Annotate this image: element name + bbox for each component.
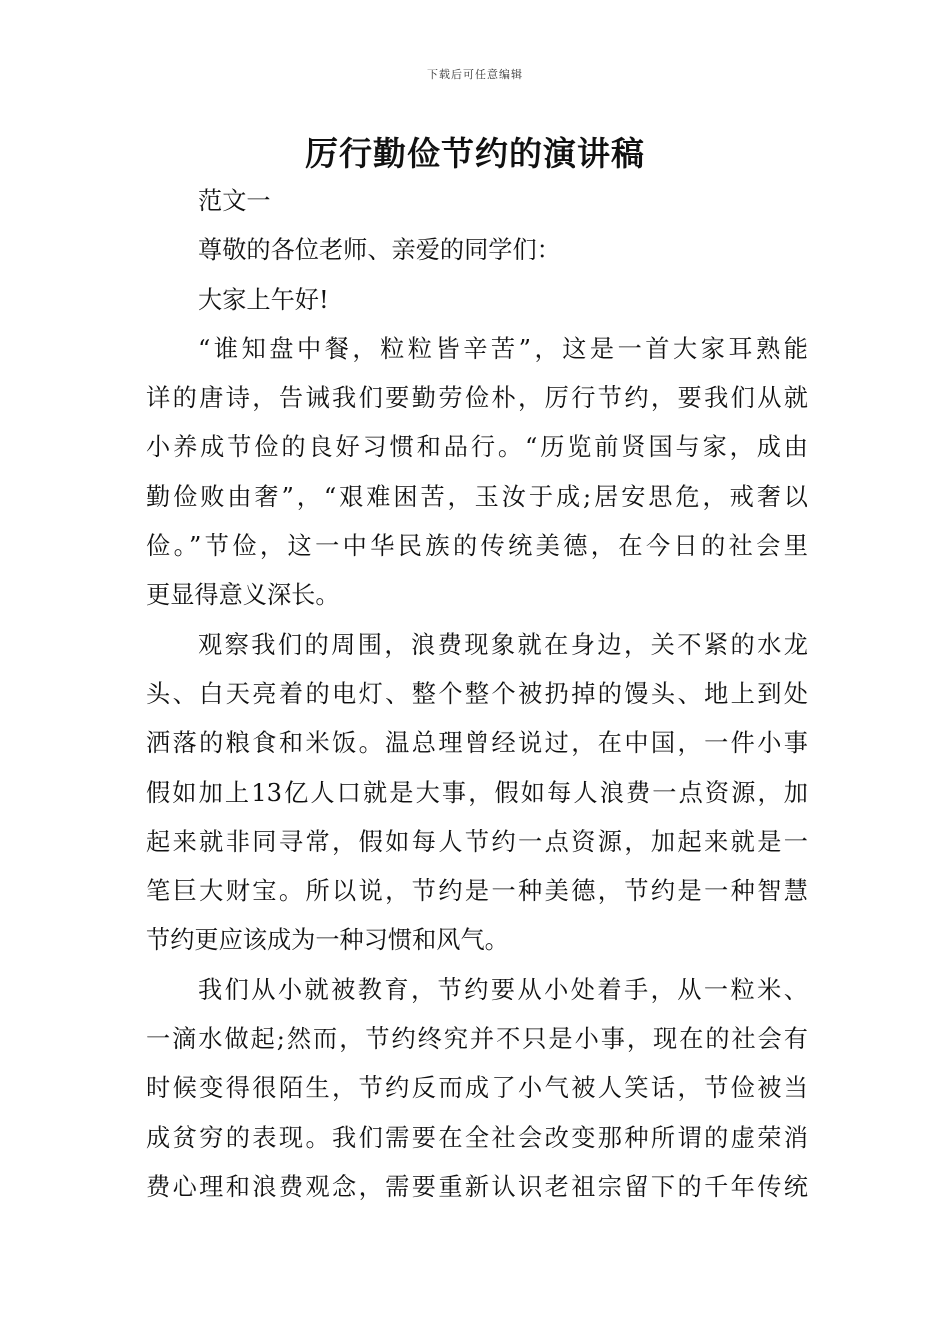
body-line: 俭。”节俭，这一中华民族的传统美德，在今日的社会里: [146, 532, 808, 561]
body-line: 费心理和浪费观念，需要重新认识老祖宗留下的千年传统: [146, 1172, 808, 1201]
body-line: 时候变得很陌生，节约反而成了小气被人笑话，节俭被当: [146, 1074, 808, 1103]
document-body: [146, 177, 808, 1212]
body-line: 洒落的粮食和米饭。温总理曾经说过，在中国，一件小事: [146, 729, 808, 758]
body-line: 假如加上13亿人口就是大事，假如每人浪费一点资源，加: [146, 778, 808, 807]
body-line: 详的唐诗，告诫我们要勤劳俭朴，厉行节约，要我们从就: [146, 384, 808, 413]
document-title: 厉行勤俭节约的演讲稿: [305, 134, 645, 173]
body-line: 范文一: [198, 187, 271, 215]
body-line: “谁知盘中餐，粒粒皆辛苦”，这是一首大家耳熟能: [198, 334, 808, 363]
body-line: 笔巨大财宝。所以说，节约是一种美德，节约是一种智慧: [146, 877, 808, 906]
body-line: 尊敬的各位老师、亲爱的同学们：: [198, 236, 561, 265]
body-line: 节约更应该成为一种习惯和风气。: [146, 926, 509, 955]
body-line: 头、白天亮着的电灯、整个整个被扔掉的馒头、地上到处: [146, 679, 808, 708]
header-note: 下载后可任意编辑: [427, 68, 523, 81]
body-line: 勤俭败由奢”，“艰难困苦，玉汝于成;居安思危，戒奢以: [146, 482, 808, 511]
body-line: 小养成节俭的良好习惯和品行。“历览前贤国与家，成由: [146, 433, 808, 462]
body-line: 我们从小就被教育，节约要从小处着手，从一粒米、: [198, 975, 808, 1004]
body-line: 大家上午好!: [198, 285, 329, 314]
body-line: 观察我们的周围，浪费现象就在身边，关不紧的水龙: [198, 630, 808, 659]
body-line: 起来就非同寻常，假如每人节约一点资源，加起来就是一: [146, 827, 808, 856]
body-line: 成贫穷的表现。我们需要在全社会改变那种所谓的虚荣消: [146, 1123, 808, 1152]
body-line: 一滴水做起;然而，节约终究并不只是小事，现在的社会有: [146, 1025, 808, 1054]
body-line: 更显得意义深长。: [146, 581, 340, 610]
